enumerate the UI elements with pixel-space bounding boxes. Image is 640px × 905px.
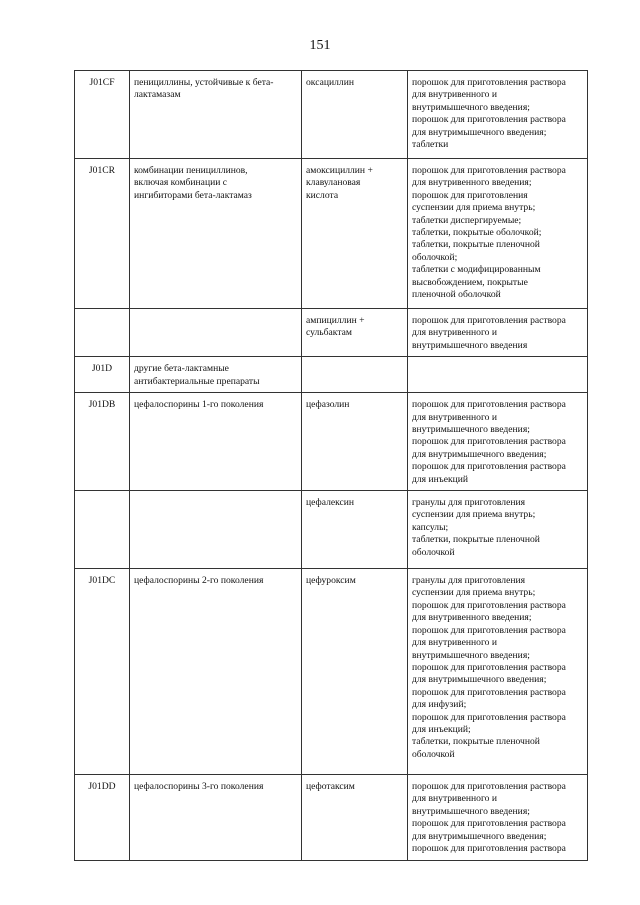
atc-code-cell xyxy=(75,491,130,569)
form-line: для инъекций xyxy=(412,473,469,485)
group-line: цефалоспорины 3-го поколения xyxy=(134,781,264,793)
group-line: антибактериальные препараты xyxy=(134,375,260,387)
drug-line: ампициллин + xyxy=(306,315,365,326)
forms-cell xyxy=(408,357,588,393)
form-line: внутримышечного введения; xyxy=(412,805,530,817)
drug-cell xyxy=(302,357,408,393)
atc-code-cell: J01CF xyxy=(75,71,130,159)
group-line: включая комбинации с xyxy=(134,177,227,189)
form-line: таблетки, покрытые пленочной xyxy=(412,736,540,748)
group-line: цефалоспорины 2-го поколения xyxy=(134,575,264,587)
forms-cell xyxy=(408,393,588,491)
group-cell xyxy=(130,309,302,357)
form-line: таблетки xyxy=(412,139,449,151)
form-line: для внутримышечного введения; xyxy=(412,830,547,842)
form-line: для внутривенного и xyxy=(412,793,498,805)
form-line: капсулы; xyxy=(412,521,449,533)
forms-cell xyxy=(408,71,588,159)
table-row xyxy=(75,491,588,569)
form-line: порошок для приготовления раствора xyxy=(412,711,566,723)
drug-cell xyxy=(302,71,408,159)
drug-line: клавулановая xyxy=(306,177,361,189)
drug-line: цефалексин xyxy=(306,497,355,509)
table-row xyxy=(75,775,588,860)
forms-cell xyxy=(408,569,588,775)
table-row xyxy=(75,71,588,159)
form-line: порошок для приготовления раствора xyxy=(412,114,566,126)
form-line: для внутривенного и xyxy=(412,327,498,339)
form-line: порошок для приготовления раствора xyxy=(412,399,566,411)
group-cell xyxy=(130,71,302,159)
form-line: порошок для приготовления раствора xyxy=(412,165,566,176)
group-line: цефалоспорины 1-го поколения xyxy=(134,399,264,411)
form-line: суспензии для приема внутрь; xyxy=(412,587,536,599)
drug-line: цефазолин xyxy=(306,399,350,411)
form-line: внутримышечного введения; xyxy=(412,424,530,436)
form-line: порошок для приготовления раствора xyxy=(412,315,566,326)
form-line: для инфузий; xyxy=(412,699,467,711)
form-line: для внутримышечного введения; xyxy=(412,126,547,138)
forms-cell xyxy=(408,309,588,357)
group-line: лактамазам xyxy=(134,89,181,101)
forms-cell xyxy=(408,491,588,569)
drug-line: амоксициллин + xyxy=(306,165,373,176)
form-line: для инъекций; xyxy=(412,723,471,735)
drug-cell xyxy=(302,569,408,775)
group-line: ингибиторами бета-лактамаз xyxy=(134,189,252,201)
table-row xyxy=(75,309,588,357)
form-line: высвобождением, покрытые xyxy=(412,276,528,288)
drug-line: кислота xyxy=(306,189,339,201)
form-line: порошок для приготовления раствора xyxy=(412,781,566,793)
group-cell xyxy=(130,569,302,775)
table-row xyxy=(75,569,588,775)
group-line: комбинации пенициллинов, xyxy=(134,165,248,176)
table-body xyxy=(75,71,588,861)
form-line: порошок для приготовления xyxy=(412,189,528,201)
group-line: пенициллины, устойчивые к бета- xyxy=(134,77,274,88)
form-line: для внутримышечного введения; xyxy=(412,448,547,460)
form-line: порошок для приготовления раствора xyxy=(412,77,566,88)
form-line: порошок для приготовления раствора xyxy=(412,818,566,830)
form-line: для внутривенного и xyxy=(412,411,498,423)
drug-line: цефотаксим xyxy=(306,781,355,793)
form-line: суспензии для приема внутрь; xyxy=(412,202,536,214)
form-line: оболочкой; xyxy=(412,251,458,263)
form-line: таблетки диспергируемые; xyxy=(412,214,522,226)
form-line: для внутривенного и xyxy=(412,89,498,101)
form-line: таблетки с модифицированным xyxy=(412,264,541,276)
forms-cell xyxy=(408,775,588,860)
group-cell xyxy=(130,491,302,569)
form-line: порошок для приготовления раствора xyxy=(412,686,566,698)
atc-code-cell: J01DC xyxy=(75,569,130,775)
form-line: суспензии для приема внутрь; xyxy=(412,509,536,521)
atc-code-cell: J01D xyxy=(75,357,130,393)
form-line: для внутривенного введения; xyxy=(412,612,532,624)
form-line: гранулы для приготовления xyxy=(412,575,526,587)
form-line: оболочкой xyxy=(412,546,455,558)
drug-cell xyxy=(302,309,408,357)
form-line: порошок для приготовления раствора xyxy=(412,436,566,448)
drug-line: сульбактам xyxy=(306,327,352,339)
drug-table xyxy=(74,70,588,861)
table-row xyxy=(75,159,588,309)
table-row xyxy=(75,393,588,491)
form-line: пленочной оболочкой xyxy=(412,289,501,301)
form-line: для внутривенного и xyxy=(412,637,498,649)
form-line: порошок для приготовления раствора xyxy=(412,461,566,473)
form-line: таблетки, покрытые оболочкой; xyxy=(412,227,542,239)
form-line: внутримышечного введения; xyxy=(412,649,530,661)
form-line: порошок для приготовления раствора xyxy=(412,624,566,636)
form-line: оболочкой xyxy=(412,748,455,760)
atc-code-cell xyxy=(75,309,130,357)
group-line: другие бета-лактамные xyxy=(134,363,229,375)
group-cell xyxy=(130,357,302,393)
form-line: для внутривенного введения; xyxy=(412,177,532,189)
form-line: внутримышечного введения; xyxy=(412,101,530,113)
drug-cell xyxy=(302,393,408,491)
form-line: для внутримышечного введения; xyxy=(412,674,547,686)
atc-code-cell: J01DD xyxy=(75,775,130,860)
form-line: гранулы для приготовления xyxy=(412,497,526,509)
atc-code-cell: J01CR xyxy=(75,159,130,309)
group-cell xyxy=(130,159,302,309)
form-line: порошок для приготовления раствора xyxy=(412,599,566,611)
form-line: порошок для приготовления раствора xyxy=(412,843,566,855)
drug-line: оксациллин xyxy=(306,77,354,88)
atc-code-cell: J01DB xyxy=(75,393,130,491)
drug-line: цефуроксим xyxy=(306,575,356,587)
forms-cell xyxy=(408,159,588,309)
table-row xyxy=(75,357,588,393)
page-number: 151 xyxy=(309,38,331,53)
form-line: внутримышечного введения xyxy=(412,339,528,351)
drug-cell xyxy=(302,775,408,860)
group-cell xyxy=(130,393,302,491)
form-line: таблетки, покрытые пленочной xyxy=(412,239,540,251)
group-cell xyxy=(130,775,302,860)
form-line: таблетки, покрытые пленочной xyxy=(412,534,540,546)
drug-cell xyxy=(302,491,408,569)
form-line: порошок для приготовления раствора xyxy=(412,661,566,673)
drug-cell xyxy=(302,159,408,309)
